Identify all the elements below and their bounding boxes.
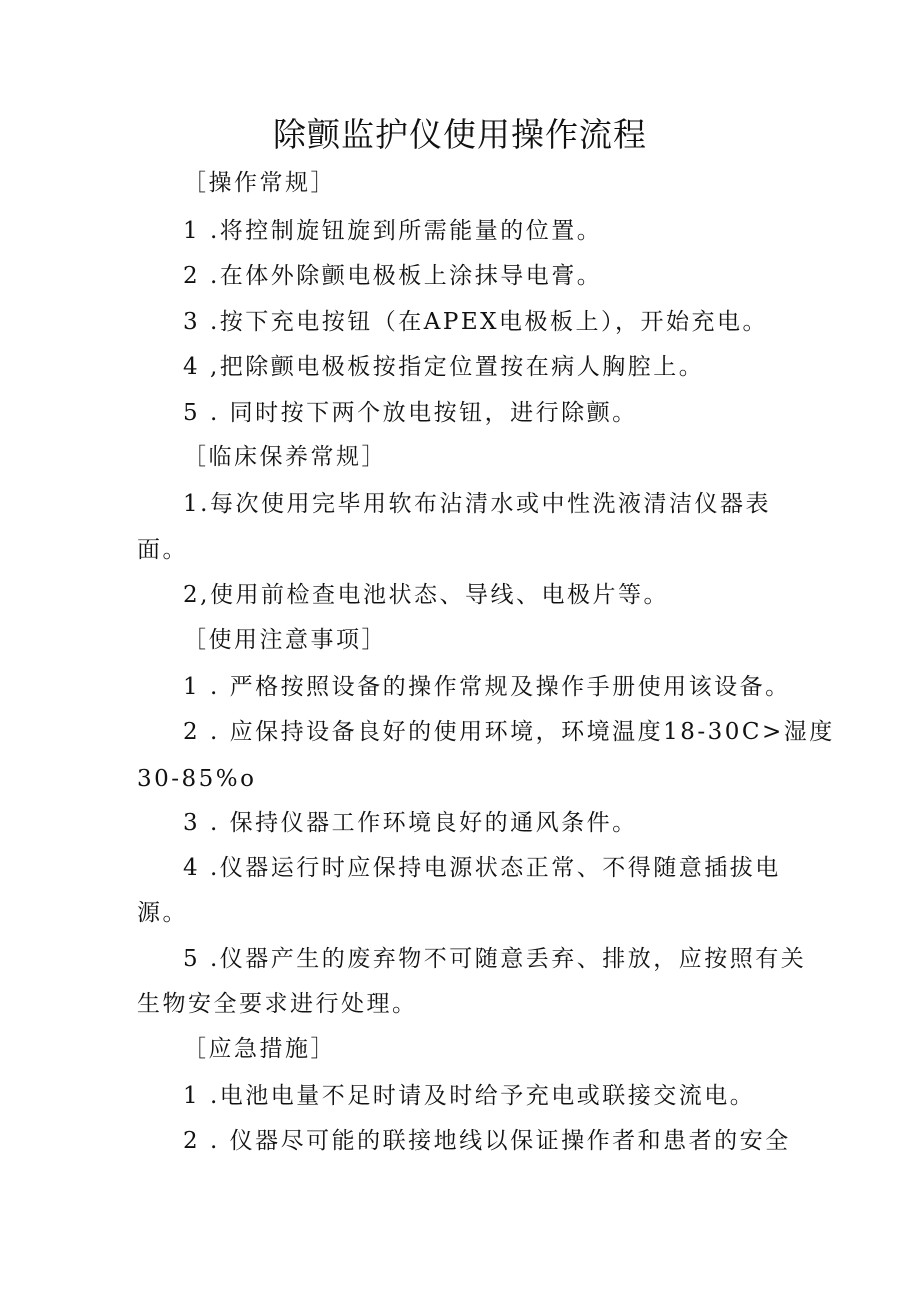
precaution-item-2-continued: 30-85%o — [137, 766, 257, 792]
emergency-item-2: 2 . 仪器尽可能的联接地线以保证操作者和患者的安全 — [183, 1128, 791, 1154]
maintenance-item-2: 2,使用前检查电池状态、导线、电极片等。 — [183, 582, 669, 608]
precaution-item-2: 2 . 应保持设备良好的使用环境，环境温度18-30C>湿度 — [183, 719, 835, 745]
precaution-item-4: 4 .仪器运行时应保持电源状态正常、不得随意插拔电 — [183, 855, 781, 881]
maintenance-item-1-continued: 面。 — [137, 537, 188, 563]
precaution-item-4-continued: 源。 — [137, 900, 188, 926]
section-heading-precautions: ［使用注意事项］ — [183, 627, 387, 653]
section-heading-maintenance: ［临床保养常规］ — [183, 444, 387, 470]
operation-step-4: 4 ,把除颤电极板按指定位置按在病人胸腔上。 — [183, 354, 705, 380]
precaution-item-5: 5 .仪器产生的废弃物不可随意丢弃、排放，应按照有关 — [183, 946, 807, 972]
operation-step-1: 1 .将控制旋钮旋到所需能量的位置。 — [183, 218, 603, 244]
operation-step-5: 5 . 同时按下两个放电按钮，进行除颤。 — [183, 400, 638, 426]
operation-step-2: 2 .在体外除颤电极板上涂抹导电膏。 — [183, 263, 603, 289]
emergency-item-1: 1 .电池电量不足时请及时给予充电或联接交流电。 — [183, 1083, 756, 1109]
precaution-item-3: 3 . 保持仪器工作环境良好的通风条件。 — [183, 810, 638, 836]
section-heading-emergency: ［应急措施］ — [183, 1036, 336, 1062]
maintenance-item-1: 1.每次使用完毕用软布沾清水或中性洗液清洁仪器表 — [183, 491, 771, 517]
section-heading-operation: ［操作常规］ — [183, 170, 336, 196]
precaution-item-5-continued: 生物安全要求进行处理。 — [137, 991, 418, 1017]
document-title: 除颤监护仪使用操作流程 — [273, 115, 647, 154]
operation-step-3: 3 .按下充电按钮（在APEX电极板上），开始充电。 — [183, 309, 769, 335]
precaution-item-1: 1 . 严格按照设备的操作常规及操作手册使用该设备。 — [183, 674, 791, 700]
